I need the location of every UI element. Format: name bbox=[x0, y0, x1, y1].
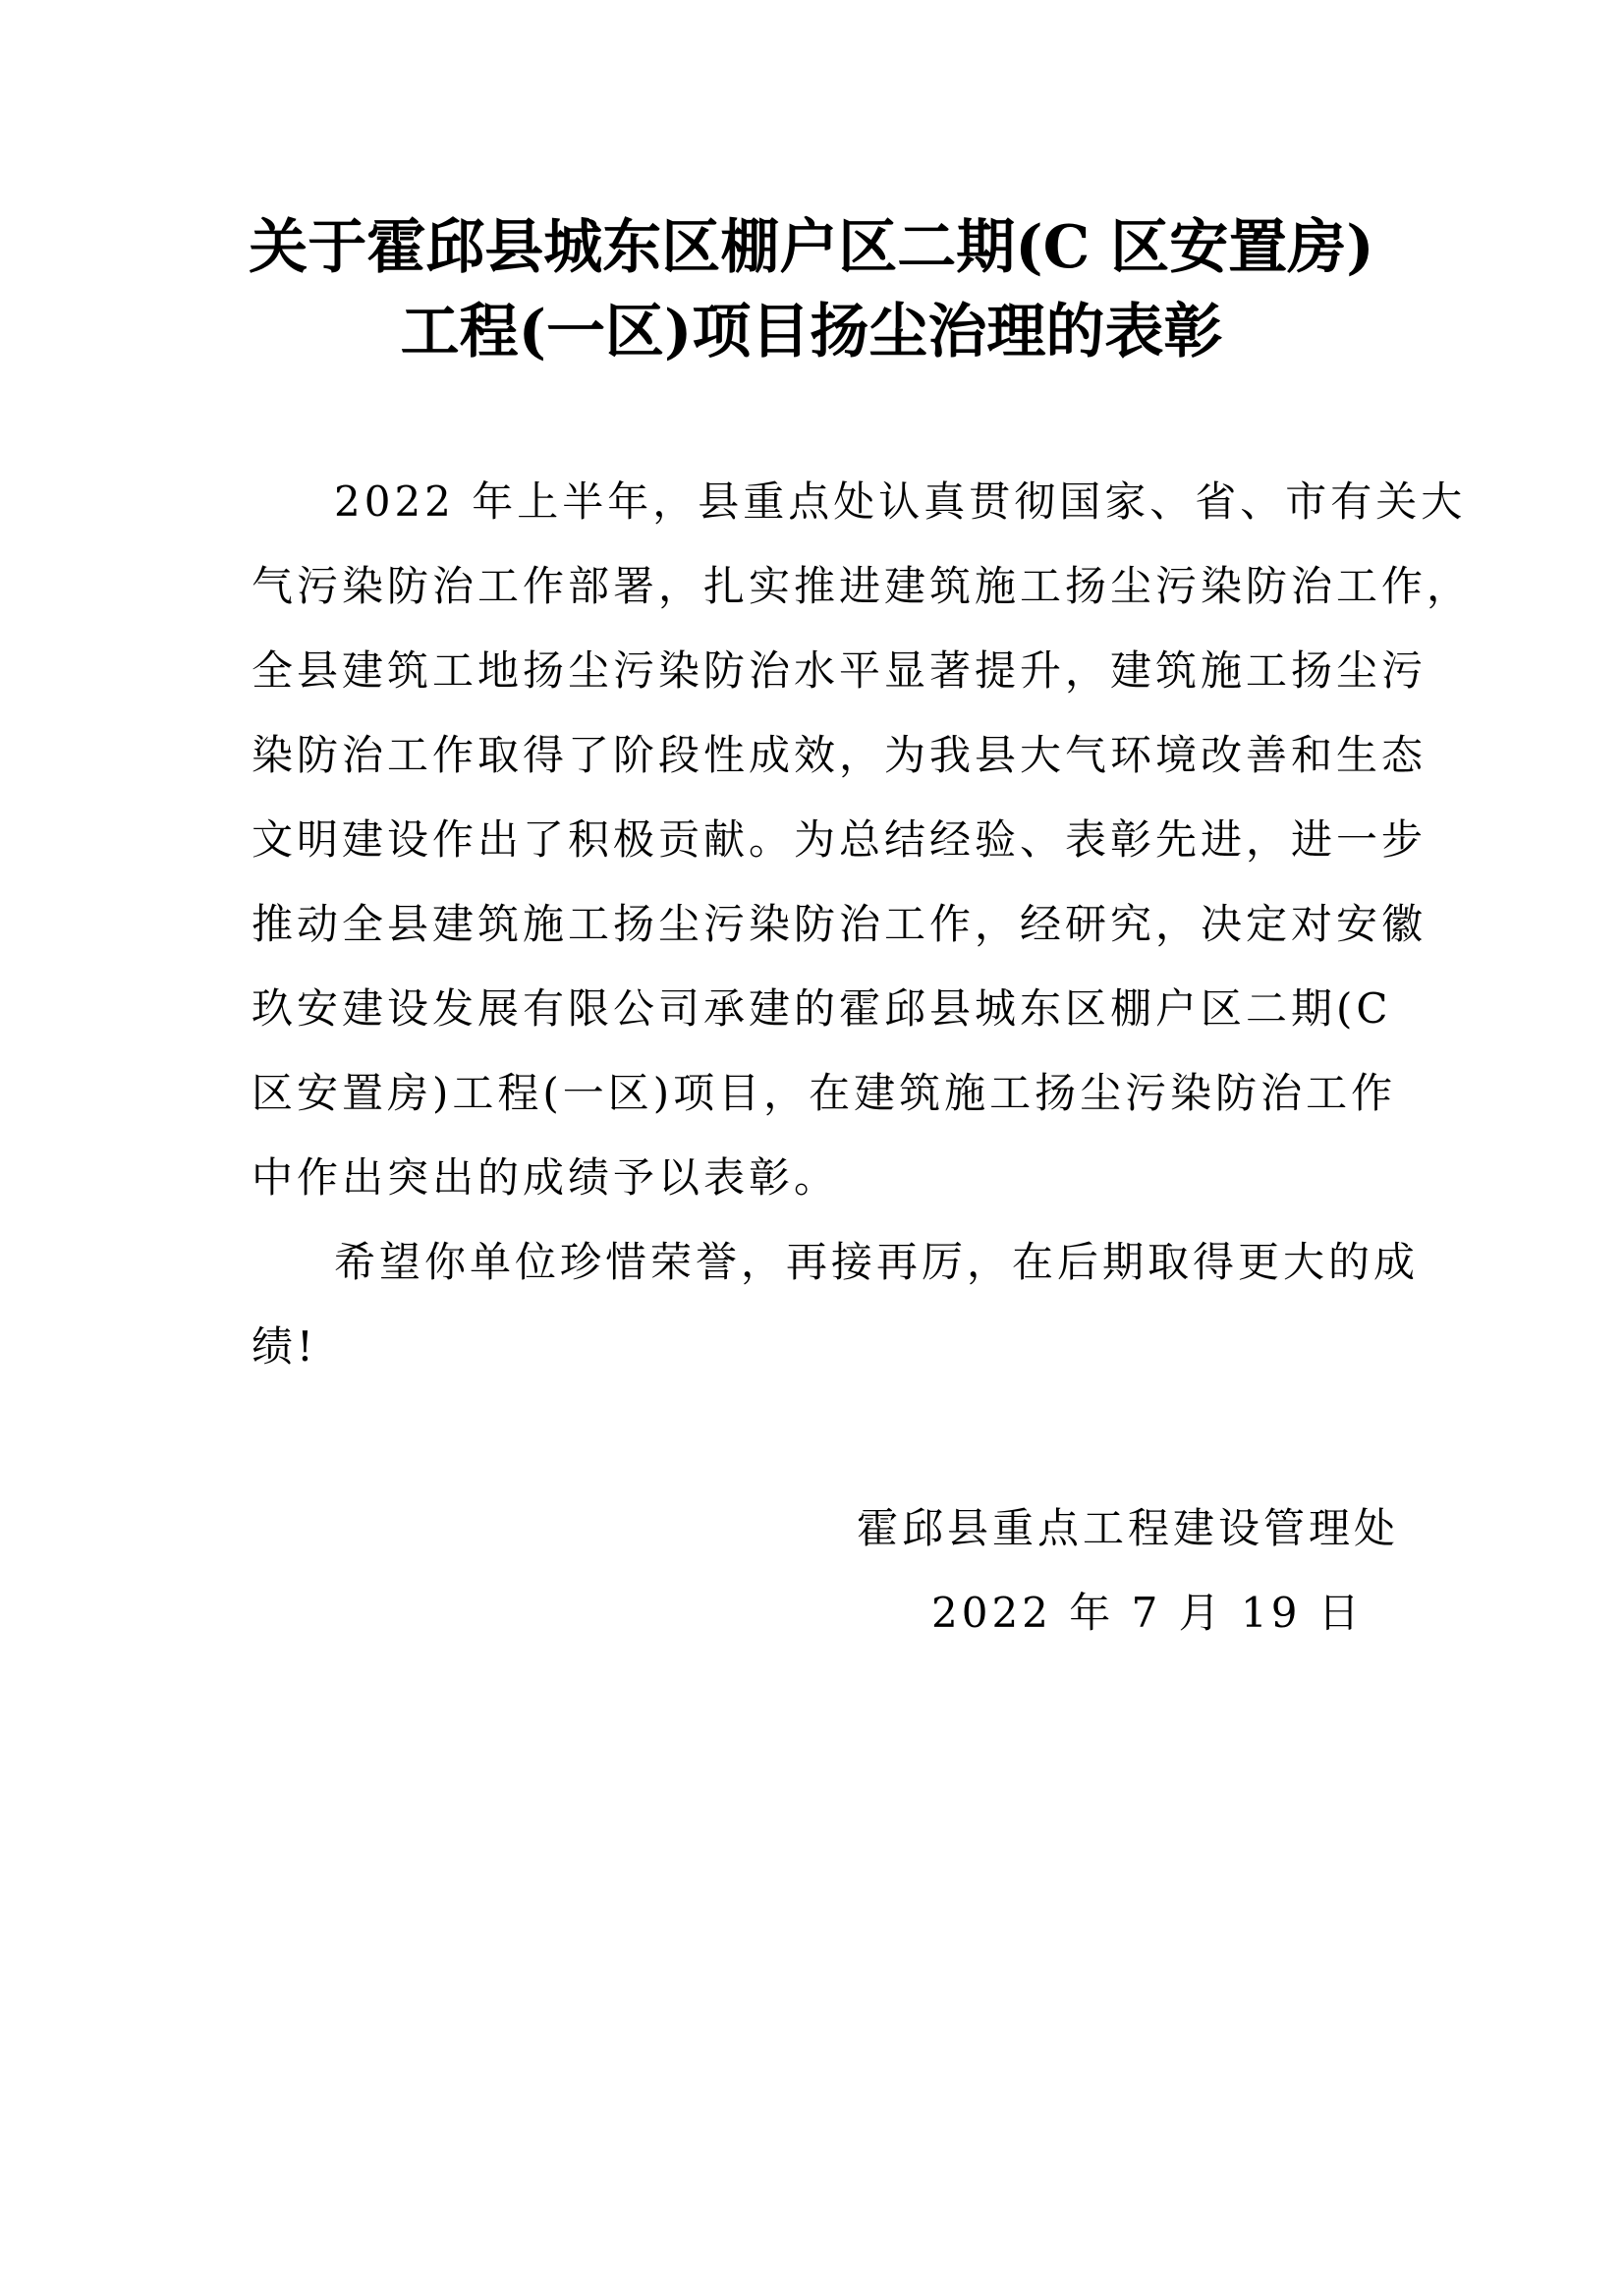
paragraph-line: 玖安建设发展有限公司承建的霍邱县城东区棚户区二期(C bbox=[252, 984, 1392, 1033]
paragraph-line: 中作出突出的成绩予以表彰。 bbox=[252, 1153, 840, 1202]
paragraph-line: 染防治工作取得了阶段性成效，为我县大气环境改善和生态 bbox=[252, 731, 1427, 779]
paragraph-line: 希望你单位珍惜荣誉，再接再厉，在后期取得更大的成 bbox=[334, 1238, 1420, 1286]
paragraph-line: 气污染防治工作部署，扎实推进建筑施工扬尘污染防治工作， bbox=[252, 562, 1473, 610]
commendation-paragraph bbox=[252, 460, 1473, 1220]
paragraph-line: 2022 年上半年，县重点处认真贯彻国家、省、市有关大 bbox=[334, 477, 1467, 526]
paragraph-line: 绩! bbox=[252, 1322, 317, 1371]
signature-date: 2022 年 7 月 19 日 bbox=[931, 1589, 1364, 1637]
paragraph-line: 文明建设作出了积极贡献。为总结经验、表彰先进，进一步 bbox=[252, 815, 1427, 864]
document-title-line-1: 关于霍邱县城东区棚户区二期(C 区安置房) bbox=[249, 213, 1374, 282]
closing-paragraph bbox=[252, 1220, 1420, 1389]
paragraph-line: 推动全县建筑施工扬尘污染防治工作，经研究，决定对安徽 bbox=[252, 900, 1427, 948]
signature-organization: 霍邱县重点工程建设管理处 bbox=[857, 1504, 1400, 1552]
document-title-line-2: 工程(一区)项目扬尘治理的表彰 bbox=[400, 298, 1223, 366]
paragraph-line: 区安置房)工程(一区)项目，在建筑施工扬尘污染防治工作 bbox=[252, 1069, 1397, 1117]
paragraph-line: 全县建筑工地扬尘污染防治水平显著提升，建筑施工扬尘污 bbox=[252, 646, 1427, 695]
